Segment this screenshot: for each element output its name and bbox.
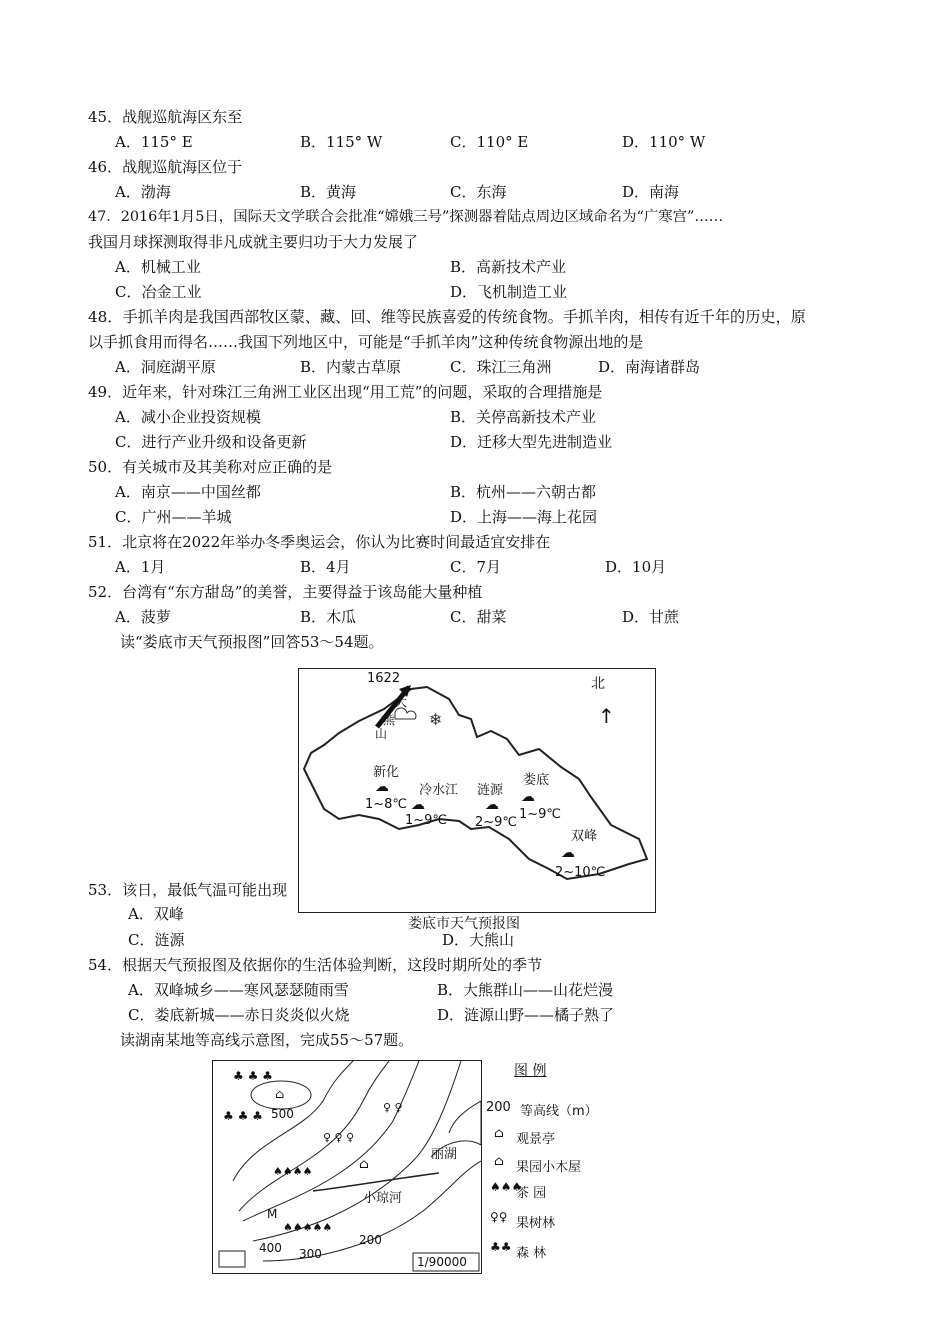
q45-option-c: C．110° E: [450, 133, 529, 151]
legend-forest-label: 森 林: [516, 1246, 547, 1261]
q51-option-d: D．10月: [605, 558, 667, 576]
q53-option-a: A．双峰: [128, 905, 184, 923]
north-label: 北: [591, 676, 605, 692]
contour-label-500: 500: [271, 1107, 294, 1121]
q52-option-d: D．甘蔗: [622, 608, 680, 626]
q52-option-c: C．甜菜: [450, 608, 507, 626]
q50-option-c: C．广州——羊城: [115, 508, 232, 526]
q49-option-b: B．关停高新技术产业: [450, 408, 597, 426]
legend-hut-label: 果园小木屋: [516, 1160, 582, 1175]
rain-cloud-icon: ☁: [561, 845, 575, 861]
q51-option-c: C．7月: [450, 558, 502, 576]
lake-label: 丽湖: [431, 1147, 458, 1162]
q51-option-b: B．4月: [300, 558, 351, 576]
q47-option-d: D．飞机制造工业: [450, 283, 568, 301]
mountain-label-1: 大: [395, 695, 408, 709]
contour-legend: [486, 1060, 606, 1272]
contour-label-400: 400: [259, 1241, 282, 1255]
q47-option-c: C．冶金工业: [115, 283, 202, 301]
q52-option-b: B．木瓜: [300, 608, 357, 626]
q50-stem: 50．有关城市及其美称对应正确的是: [88, 458, 333, 476]
intro-55-57: 读湖南某地等高线示意图，完成55～57题。: [120, 1031, 414, 1049]
q46-option-c: C．东海: [450, 183, 507, 201]
q53-option-d: D．大熊山: [442, 931, 515, 949]
q48-option-b: B．内蒙古草原: [300, 358, 402, 376]
contour-label-200: 200: [359, 1233, 382, 1247]
forest-icon: ♣ ♣ ♣: [223, 1109, 263, 1123]
contour-line-4: [253, 1061, 461, 1241]
q50-option-d: D．上海——海上花园: [450, 508, 598, 526]
q48-option-a: A．洞庭湖平原: [115, 358, 216, 376]
q46-option-a: A．渤海: [115, 183, 171, 201]
temp-lengshuijiang: 1~9℃: [405, 813, 448, 828]
q51-option-a: A．1月: [115, 558, 166, 576]
q47-option-b: B．高新技术产业: [450, 258, 567, 276]
q53-option-c: C．涟源: [128, 931, 185, 949]
city-lengshuijiang: 冷水江: [419, 783, 459, 798]
q53-stem: 53．该日，最低气温可能出现: [88, 881, 288, 899]
legend-fruit-label: 果树林: [516, 1216, 556, 1231]
loudi-outline: [304, 687, 647, 879]
q49-option-a: A．减小企业投资规模: [115, 408, 261, 426]
contour-map: [212, 1060, 482, 1274]
north-arrow-icon: ↑: [598, 704, 615, 728]
fruit-tree-icon: ♀ ♀ ♀: [323, 1131, 355, 1144]
temp-xinhua: 1~8℃: [365, 797, 408, 812]
q54-option-c: C．娄底新城——赤日炎炎似火烧: [128, 1006, 350, 1024]
snowflake-icon: ❄: [429, 710, 443, 729]
orchard-hut-icon: ⌂: [359, 1157, 369, 1172]
q45-option-b: B．115° W: [300, 133, 383, 151]
q50-option-a: A．南京——中国丝都: [115, 483, 261, 501]
river-label: 小琼河: [363, 1191, 403, 1206]
legend-tea-label: 茶 园: [516, 1186, 547, 1201]
rain-cloud-icon: ☁: [375, 779, 389, 795]
legend-symbol-box: [219, 1251, 245, 1267]
peak-elevation: 1622: [367, 671, 401, 686]
q48-option-d: D．南海诸群岛: [598, 358, 701, 376]
q54-option-a: A．双峰城乡——寒风瑟瑟随雨雪: [128, 981, 349, 999]
pavilion-icon: ⌂: [275, 1087, 285, 1101]
temp-loudi: 1~9℃: [519, 807, 562, 822]
temp-shuangfeng: 2~10℃: [555, 865, 606, 880]
orchard-hut-icon: ⌂: [494, 1154, 504, 1169]
q48-stem-line1: 48．手抓羊肉是我国西部牧区蒙、藏、回、维等民族喜爱的传统食物。手抓羊肉，相传有近千年的历史，原: [88, 308, 806, 326]
contour-label-300: 300: [299, 1247, 322, 1261]
q49-option-d: D．迁移大型先进制造业: [450, 433, 613, 451]
intro-53-54: 读“娄底市天气预报图”回答53～54题。: [120, 633, 384, 651]
q51-stem: 51．北京将在2022年举办冬季奥运会，你认为比赛时间最适宜安排在: [88, 533, 551, 551]
fruit-tree-icon: ♀♀: [490, 1210, 508, 1224]
legend-pavilion-label: 观景亭: [516, 1132, 556, 1147]
q54-option-b: B．大熊群山——山花烂漫: [437, 981, 614, 999]
rain-cloud-icon: ☁: [411, 797, 425, 813]
rain-cloud-icon: ☁: [521, 789, 535, 805]
contour-map-drawing: [213, 1061, 481, 1273]
pavilion-icon: ⌂: [494, 1126, 504, 1141]
q49-stem: 49．近年来，针对珠江三角洲工业区出现“用工荒”的问题，采取的合理措施是: [88, 383, 603, 401]
q45-option-a: A．115° E: [115, 133, 193, 151]
weather-map-caption: 娄底市天气预报图: [408, 916, 520, 932]
city-lianyuan: 涟源: [477, 783, 504, 798]
legend-title: 图 例: [514, 1063, 547, 1079]
rain-cloud-icon: ☁: [485, 797, 499, 813]
tea-garden-icon: ♠♠♠: [490, 1180, 523, 1194]
fruit-tree-icon: ♀ ♀: [383, 1101, 403, 1114]
weather-map: [298, 668, 656, 913]
q48-option-c: C．珠江三角洲: [450, 358, 552, 376]
forest-icon: ♣♣: [490, 1240, 512, 1254]
q46-stem: 46．战舰巡航海区位于: [88, 158, 243, 176]
mountain-label-3: 山: [375, 727, 388, 741]
q47-stem-line1: 47．2016年1月5日，国际天文学联合会批准“嫦娥三号”探测器着陆点周边区域命名为“广寒宫”……: [88, 209, 724, 225]
city-loudi: 娄底: [523, 773, 550, 788]
q54-stem: 54．根据天气预报图及依据你的生活体验判断，这段时期所处的季节: [88, 956, 543, 974]
q45-option-d: D．110° W: [622, 133, 706, 151]
q49-option-c: C．进行产业升级和设备更新: [115, 433, 307, 451]
q52-stem: 52．台湾有“东方甜岛”的美誉，主要得益于该岛能大量种植: [88, 583, 483, 601]
mountain-label-2: 熊: [383, 713, 396, 727]
q47-stem-line2: 我国月球探测取得非凡成就主要归功于大力发展了: [88, 233, 419, 251]
scale-label: 1/90000: [417, 1255, 467, 1269]
temp-lianyuan: 2~9℃: [475, 815, 518, 830]
q46-option-b: B．黄海: [300, 183, 357, 201]
city-shuangfeng: 双峰: [571, 829, 598, 844]
q47-option-a: A．机械工业: [115, 258, 201, 276]
q45-stem: 45．战舰巡航海区东至: [88, 108, 243, 126]
tea-garden-icon: ♠♠♠♠: [273, 1165, 313, 1178]
legend-contour-symbol: 200: [486, 1100, 511, 1115]
q48-stem-line2: 以手抓食用而得名……我国下列地区中，可能是“手抓羊肉”这种传统食物源出地的是: [88, 333, 644, 351]
q54-option-d: D．涟源山野——橘子熟了: [437, 1006, 615, 1024]
legend-contour-label: 等高线（m）: [520, 1104, 598, 1119]
tea-garden-icon: ♠♠♠♠♠: [283, 1221, 333, 1234]
forest-icon: ♣ ♣ ♣: [233, 1069, 273, 1083]
q46-option-d: D．南海: [622, 183, 680, 201]
q52-option-a: A．菠萝: [115, 608, 171, 626]
q50-option-b: B．杭州——六朝古都: [450, 483, 597, 501]
point-m-label: M: [267, 1207, 278, 1221]
city-xinhua: 新化: [373, 765, 400, 780]
